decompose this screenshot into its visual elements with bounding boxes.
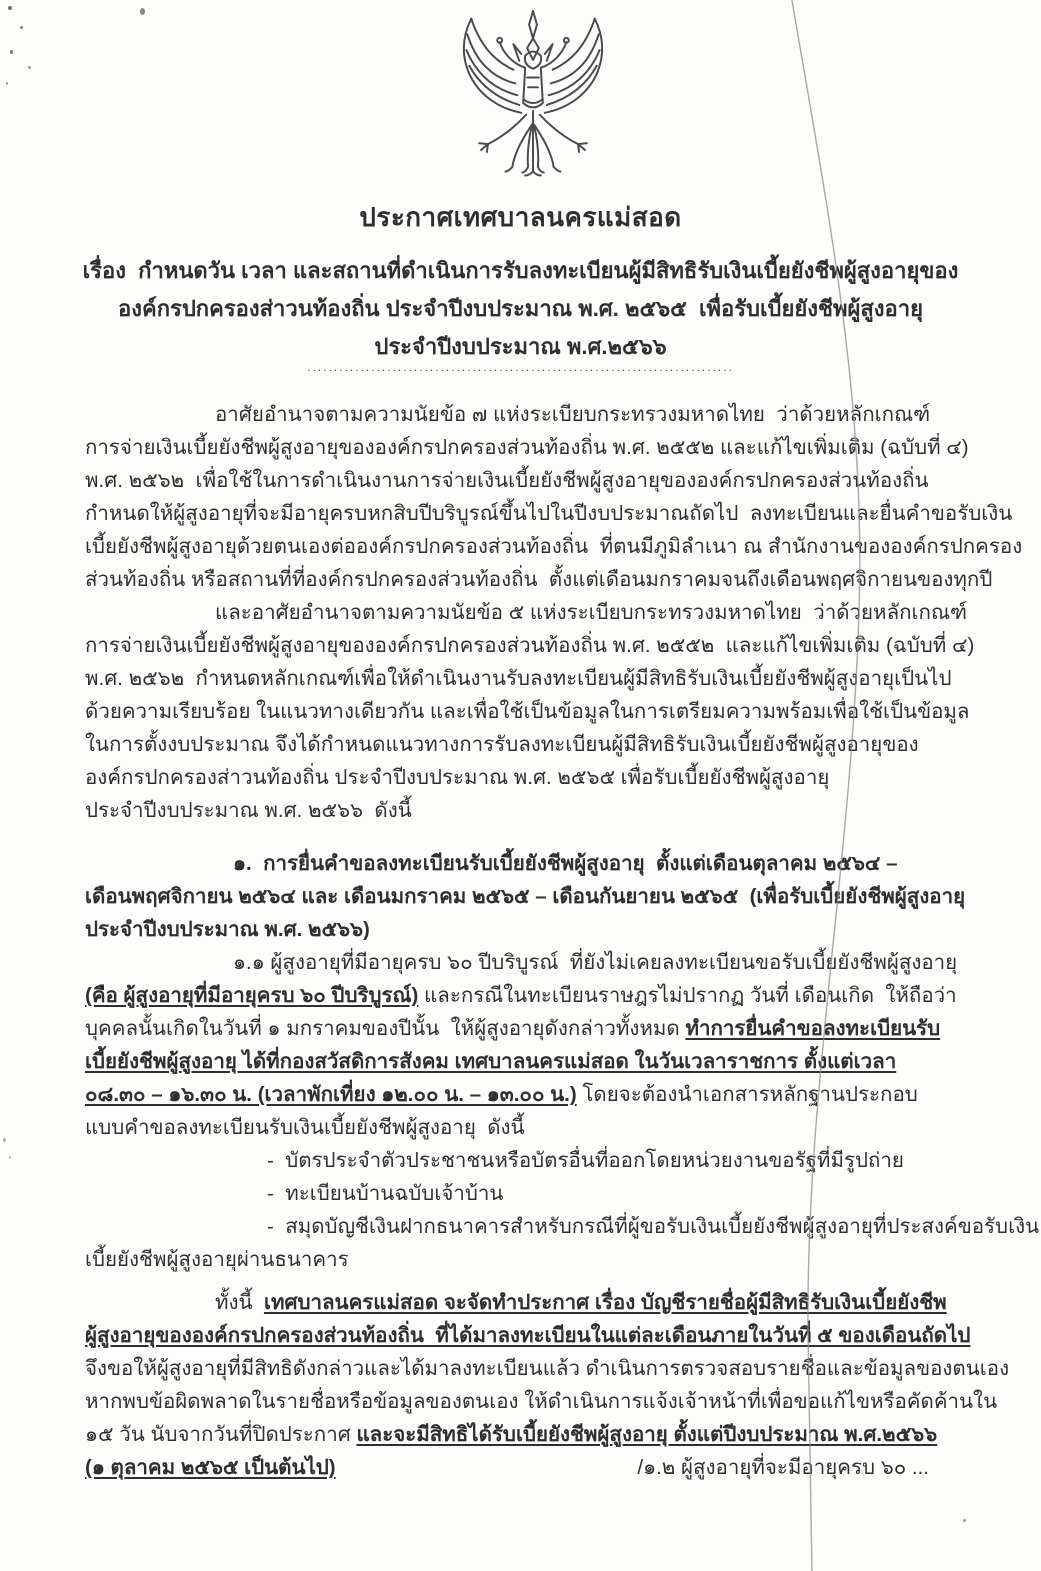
- text-line: หากพบข้อผิดพลาดในรายชื่อหรือข้อมูลของตนเอง ให้ดำเนินการแจ้งเจ้าหน้าที่เพื่อขอแก้ไขหรือคัดค้านใน: [85, 1390, 998, 1413]
- text-line: [85, 1286, 981, 1319]
- text-line: องค์กรปกครองส่าวนท้องถิ่น ประจำปีงบประมาณ พ.ศ. ๒๕๖๕ เพื่อรับเบี้ยยังชีพผู้สูงอายุ: [85, 766, 830, 789]
- text-line: พ.ศ. ๒๕๖๒ กำหนดหลักเกณฑ์เพื่อให้ดำเนินงานรับลงทะเบียนผู้มีสิทธิรับเงินเบี้ยยังชีพผู้สูงอายุเป็นไป: [85, 667, 952, 690]
- text-line: จึงขอให้ผู้สูงอายุที่มีสิทธิดังกล่าวและได้มาลงทะเบียนแล้ว ดำเนินการตรวจสอบรายชื่อและข้อมูลของตนเอง: [85, 1357, 1010, 1380]
- garuda-emblem-icon: [435, 5, 631, 201]
- text-line: ประจำปีงบประมาณ พ.ศ. ๒๕๖๖ ดังนี้: [85, 799, 412, 822]
- text-line: เดือนพฤศจิกายน ๒๕๖๔ และ เดือนมกราคม ๒๕๖๕ – เดือนกันยายน ๒๕๖๕ (เพื่อรับเบี้ยยังชีพผู้สูงอายุ: [85, 885, 966, 908]
- footer-line: [85, 1451, 981, 1484]
- underlined-emphasis: ๐๘.๓๐ – ๑๖.๓๐ น. (เวลาพักเที่ยง ๑๒.๐๐ น. – ๑๓.๐๐ น.): [85, 1083, 577, 1106]
- page-title: ประกาศเทศบาลนครแม่สอด: [359, 202, 682, 232]
- text-line: [85, 1319, 981, 1352]
- text-line: กำหนดให้ผู้สูงอายุที่จะมีอายุครบหกสิบปีบริบูรณ์ขึ้นไปในปีงบประมาณถัดไป ลงทะเบียนและยื่นคำขอรับเงิน: [85, 502, 1013, 525]
- underlined-emphasis: เบี้ยยังชีพผู้สูงอายุ ได้ที่กองสวัสดิการสังคม เทศบาลนครแม่สอด ในวันเวลาราชการ ตั้งแต่เวลา: [85, 1050, 897, 1073]
- text-line: ประจำปีงบประมาณ พ.ศ. ๒๕๖๖): [85, 918, 370, 941]
- underlined-emphasis: ผู้สูงอายุขององค์กรปกครองส่วนท้องถิ่น ที่ได้มาลงทะเบียนในแต่ละเดือนภายในวันที่ ๕ ของเดือนถัดไป: [85, 1324, 971, 1347]
- bullet-line: - ทะเบียนบ้านฉบับเจ้าบ้าน: [267, 1182, 504, 1205]
- text-segment: ทั้งนี้: [215, 1291, 264, 1314]
- text-line: ส่วนท้องถิ่น หรือสถานที่ที่องค์กรปกครองส่วนท้องถิ่น ตั้งแต่เดือนมกราคมจนถึงเดือนพฤศจิกายนของทุกปี: [85, 568, 993, 591]
- text-line: อาศัยอำนาจตามความนัยข้อ ๗ แห่งระเบียบกระทรวงมหาดไทย ว่าด้วยหลักเกณฑ์: [215, 403, 931, 426]
- speckle: [8, 6, 12, 10]
- text-line: [85, 1045, 981, 1078]
- subject-line: เรื่อง กำหนดวัน เวลา และสถานที่ดำเนินการรับลงทะเบียนผู้มีสิทธิรับเงินเบี้ยยังชีพผู้สูงอายุของ: [82, 258, 959, 283]
- underlined-emphasis: ทำการยื่นคำขอลงทะเบียนรับ: [685, 1017, 941, 1040]
- text-line: แบบคำขอลงทะเบียนรับเงินเบี้ยยังชีพผู้สูงอายุ ดังนี้: [85, 1116, 525, 1139]
- subject-line: องค์กรปกครองส่าวนท้องถิ่น ประจำปีงบประมาณ พ.ศ. ๒๕๖๕ เพื่อรับเบี้ยยังชีพผู้สูงอายุ: [118, 296, 923, 321]
- text-line: ด้วยความเรียบร้อย ในแนวทางเดียวกัน และเพื่อใช้เป็นข้อมูลในการเตรียมความพร้อมเพื่อใช้เป็นข้อมูล: [85, 700, 970, 723]
- dotted-divider: ................................................................................: [307, 360, 734, 374]
- bullet-line: - บัตรประจำตัวประชาชนหรือบัตรอื่นที่ออกโดยหน่วยงานขอรัฐที่มีรูปถ่าย: [267, 1149, 904, 1172]
- speckle: [9, 1156, 11, 1159]
- speckle: [20, 26, 23, 29]
- subject-block: [60, 252, 981, 366]
- section-1-heading: ๑. การยื่นคำขอลงทะเบียนรับเบี้ยยังชีพผู้สูงอายุ ตั้งแต่เดือนตุลาคม ๒๕๖๔ –: [233, 852, 898, 875]
- text-line: พ.ศ. ๒๕๖๒ เพื่อใช้ในการดำเนินงานการจ่ายเงินเบี้ยยังชีพผู้สูงอายุขององค์กรปกครองส่วนท้องถิ่น: [85, 469, 929, 492]
- text-line: [85, 979, 981, 1012]
- underlined-emphasis: เทศบาลนครแม่สอด จะจัดทำประกาศ เรื่อง บัญชีรายชื่อผู้มีสิทธิรับเงินเบี้ยยังชีพ: [263, 1291, 947, 1314]
- speckle: [6, 82, 8, 85]
- text-line: และอาศัยอำนาจตามความนัยข้อ ๕ แห่งระเบียบกระทรวงมหาดไทย ว่าด้วยหลักเกณฑ์: [215, 601, 967, 624]
- text-line: เบี้ยยังชีพผู้สูงอายุผ่านธนาคาร: [85, 1248, 349, 1271]
- text-line: การจ่ายเงินเบี้ยยังชีพผู้สูงอายุขององค์กรปกครองส่วนท้องถิ่น พ.ศ. ๒๕๕๒ และแก้ไขเพิ่มเติม (ฉบับที่ ๔): [85, 436, 969, 459]
- speckle: [10, 50, 13, 54]
- text-segment: โดยจะต้องนำเอกสารหลักฐานประกอบ: [576, 1083, 918, 1106]
- text-line: ในการตั้งงบประมาณ จึงได้กำหนดแนวทางการรับลงทะเบียนผู้มีสิทธิรับเงินเบี้ยยังชีพผู้สูงอายุของ: [85, 733, 919, 756]
- bullet-line: - สมุดบัญชีเงินฝากธนาคารสำหรับกรณีที่ผู้ขอรับเงินเบี้ยยังชีพผู้สูงอายุที่ประสงค์ขอรับเงิน: [267, 1215, 1040, 1238]
- text-line: [85, 1418, 981, 1451]
- document-body: [85, 398, 1040, 1484]
- text-segment: ๑๕ วัน นับจากวันที่ปิดประกาศ: [85, 1423, 357, 1446]
- effective-date-note: (๑ ตุลาคม ๒๕๖๕ เป็นต้นไป): [85, 1456, 336, 1479]
- text-segment: บุคคลนั้นเกิดในวันที่ ๑ มกราคมของปีนั้น ให้ผู้สูงอายุดังกล่าวทั้งหมด: [85, 1017, 686, 1040]
- subject-line: ประจำปีงบประมาณ พ.ศ.๒๕๖๖: [374, 334, 667, 359]
- underlined-emphasis: (คือ ผู้สูงอายุที่มีอายุครบ ๖๐ ปีบริบูรณ์): [85, 984, 419, 1007]
- section-1-1-heading: ๑.๑ ผู้สูงอายุที่มีอายุครบ ๖๐ ปีบริบูรณ์ ที่ยังไม่เคยลงทะเบียนขอรับเบี้ยยังชีพผู้สูงอายุ: [233, 951, 958, 974]
- text-line: การจ่ายเงินเบี้ยยังชีพผู้สูงอายุขององค์กรปกครองส่วนท้องถิ่น พ.ศ. ๒๕๕๒ และแก้ไขเพิ่มเติม (ฉบับที่ ๔): [85, 634, 975, 657]
- text-line: [85, 1078, 981, 1111]
- text-line: เบี้ยยังชีพผู้สูงอายุด้วยตนเองต่อองค์กรปกครองส่วนท้องถิ่น ที่ตนมีภูมิลำเนา ณ สำนักงานขององค์กรปกครอง: [85, 535, 1023, 558]
- text-segment: และกรณีในทะเบียนราษฎรไม่ปรากฏ วันที่ เดือนเกิด ให้ถือว่า: [418, 984, 957, 1007]
- speckle: [3, 1138, 6, 1142]
- speckle: [963, 1519, 966, 1522]
- speckle: [28, 66, 31, 69]
- text-line: [85, 1012, 981, 1045]
- page-continuation-note: /๑.๒ ผู้สูงอายุที่จะมีอายุครบ ๖๐ ...: [637, 1456, 929, 1479]
- speckle: [140, 8, 145, 15]
- underlined-emphasis: และจะมีสิทธิได้รับเบี้ยยังชีพผู้สูงอายุ ตั้งแต่ปีงบประมาณ พ.ศ.๒๕๖๖: [356, 1423, 938, 1446]
